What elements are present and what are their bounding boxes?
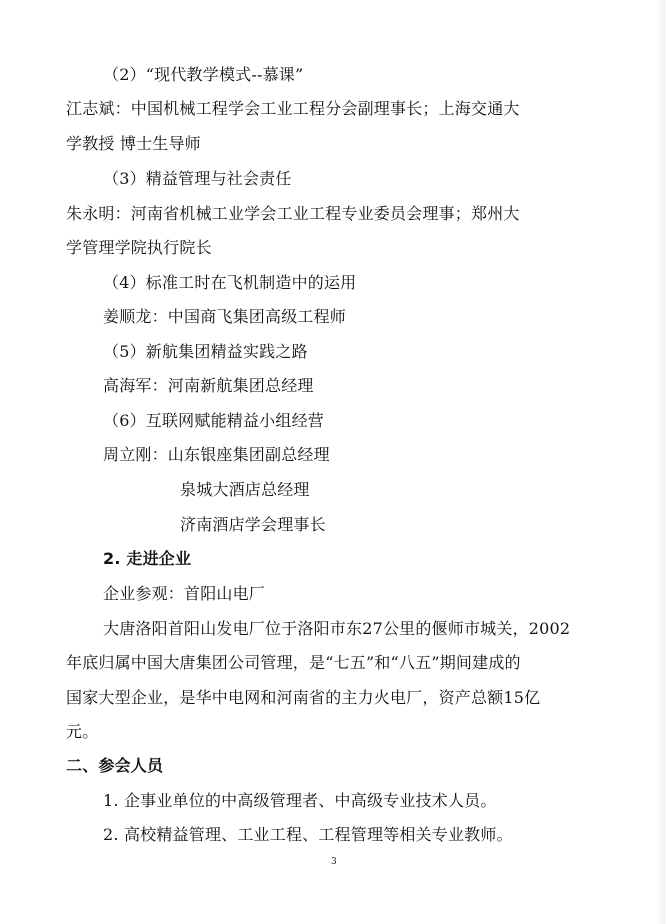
speaker-jiang-shunlong: 姜顺龙：中国商飞集团高级工程师 [103, 307, 347, 326]
page-number: 3 [331, 857, 337, 867]
speaker-zhou-ligang-role-3: 济南酒店学会理事长 [180, 515, 326, 534]
speaker-zhou-ligang-role-2: 泉城大酒店总经理 [180, 480, 310, 499]
speaker-jiang-zhibin: 江志斌：中国机械工程学会工业工程分会副理事长；上海交通大 [66, 99, 520, 118]
speaker-zhu-yongming: 朱永明：河南省机械工业学会工业工程专业委员会理事；郑州大 [66, 204, 520, 223]
plant-description-line-4: 元。 [66, 722, 99, 741]
section-visit-heading: 2. 走进企业 [103, 549, 192, 568]
attendee-item-1: 1. 企事业单位的中高级管理者、中高级专业技术人员。 [103, 791, 497, 810]
speaker-gao-haijun: 高海军：河南新航集团总经理 [103, 376, 314, 395]
page-edge-shadow [657, 0, 665, 924]
plant-description-line-2: 年底归属中国大唐集团公司管理，是“七五”和“八五”期间建成的 [66, 653, 521, 672]
item-4-title: （4）标准工时在飞机制造中的运用 [103, 273, 357, 292]
attendee-item-2: 2. 高校精益管理、工业工程、工程管理等相关专业教师。 [103, 825, 513, 844]
item-6-title: （6）互联网赋能精益小组经营 [103, 411, 324, 430]
item-5-title: （5）新航集团精益实践之路 [103, 342, 308, 361]
speaker-jiang-zhibin-cont: 学教授 博士生导师 [66, 134, 201, 153]
section-attendees-heading: 二、参会人员 [66, 756, 164, 775]
plant-description-line-3: 国家大型企业，是华中电网和河南省的主力火电厂，资产总额15亿 [66, 688, 541, 707]
plant-description-line-1: 大唐洛阳首阳山发电厂位于洛阳市东27公里的偃师市城关，2002 [103, 619, 571, 638]
speaker-zhu-yongming-cont: 学管理学院执行院长 [66, 238, 212, 257]
visit-site: 企业参观：首阳山电厂 [103, 584, 266, 603]
speaker-zhou-ligang: 周立刚：山东银座集团副总经理 [103, 445, 330, 464]
item-3-title: （3）精益管理与社会责任 [103, 169, 292, 188]
item-2-title: （2）“现代教学模式--慕课” [103, 65, 304, 84]
